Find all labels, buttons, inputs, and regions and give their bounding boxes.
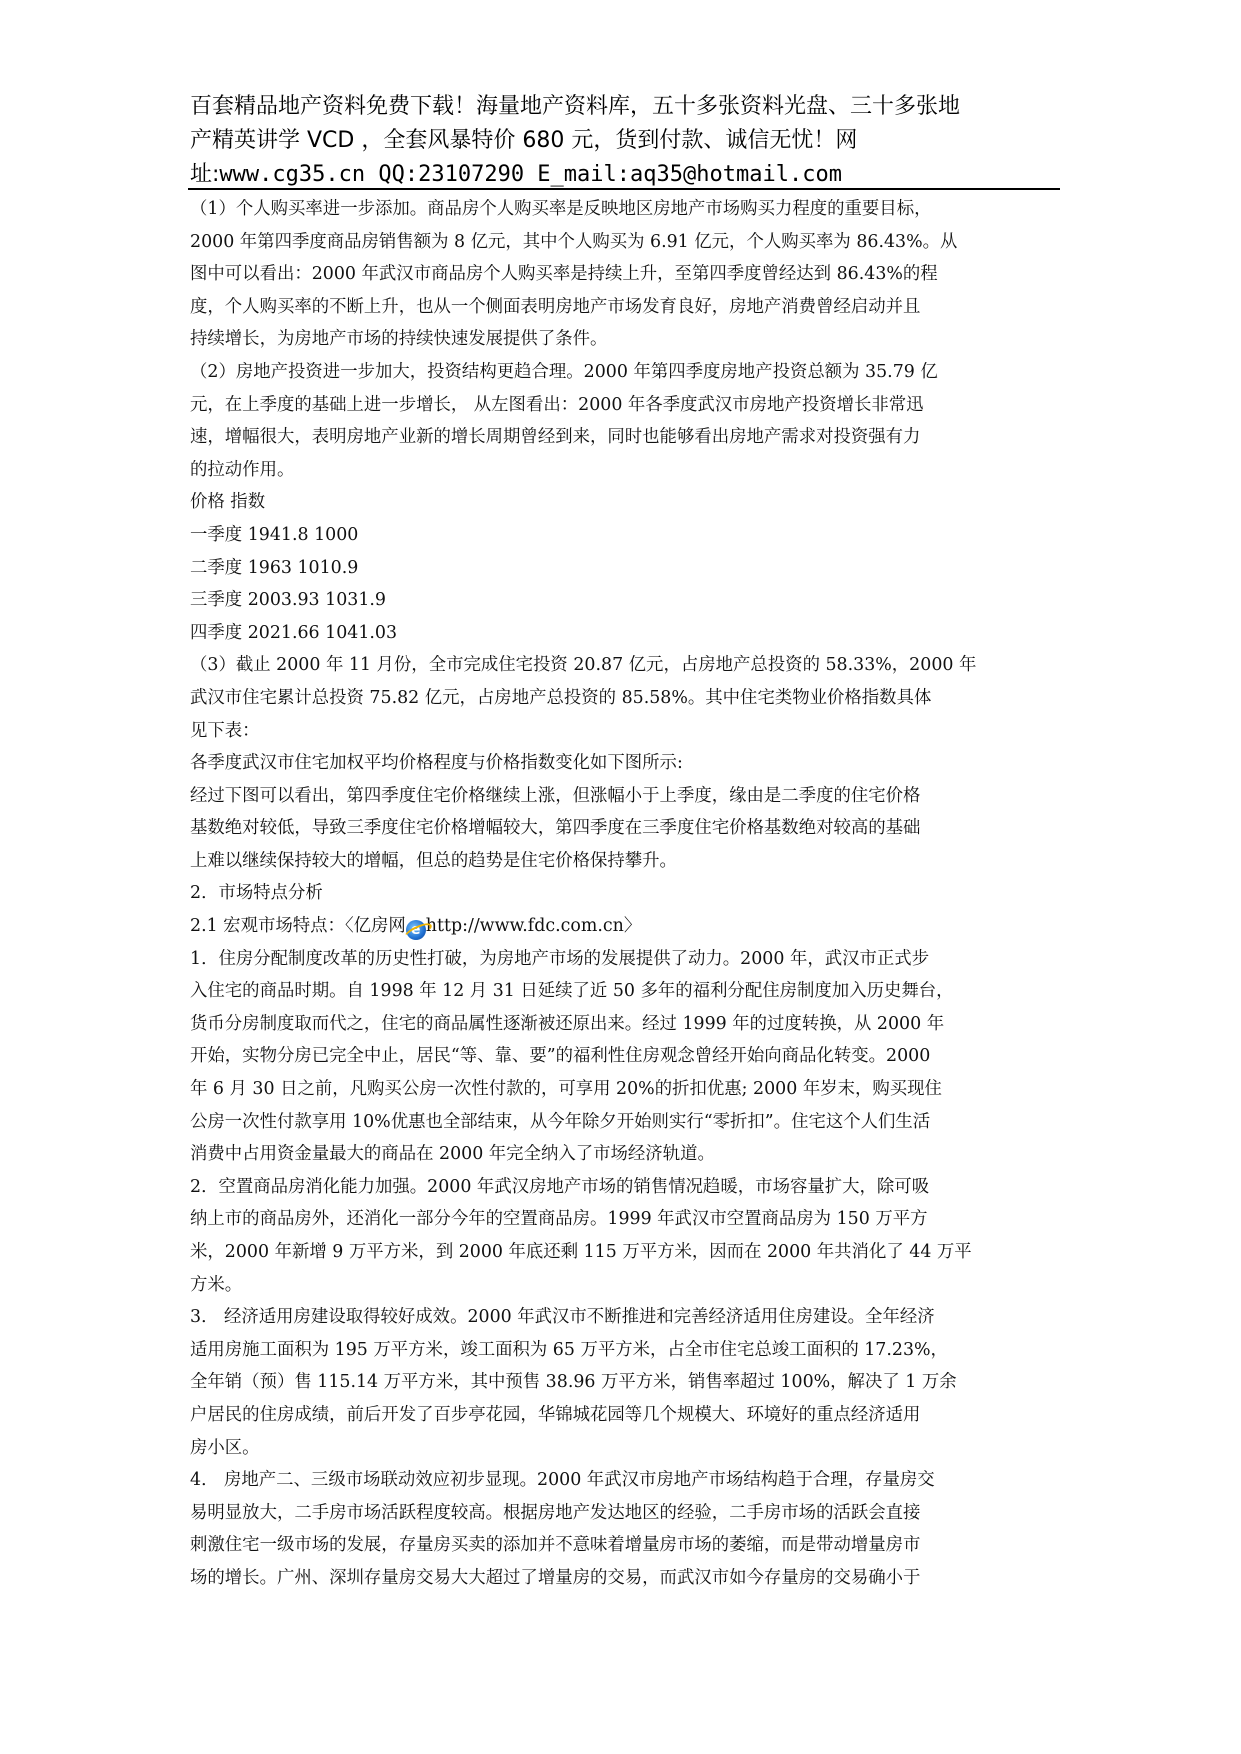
text-line: 图中可以看出：2000 年武汉市商品房个人购买率是持续上升，至第四季度曾经达到 86.43%的程 [190, 264, 938, 285]
text-line: 全年销（预）售 115.14 万平方米，其中预售 38.96 万平方米，销售率超过 100%，解决了 1 万余 [190, 1372, 957, 1393]
page-header [190, 90, 1060, 192]
body-lines-part-2 [190, 943, 1060, 1595]
text-line: 年 6 月 30 日之前，凡购买公房一次性付款的，可享用 20%的折扣优惠; 2000 年岁末，购买现住 [190, 1079, 942, 1100]
header-line-2: 产精英讲学 VCD ，全套风暴特价 680 元，货到付款、诚信无忧！网 [190, 128, 858, 153]
text-line: 消费中占用资金量最大的商品在 2000 年完全纳入了市场经济轨道。 [190, 1144, 715, 1165]
source-suffix: 〉 [623, 916, 642, 937]
text-line: 易明显放大，二手房市场活跃程度较高。根据房地产发达地区的经验，二手房市场的活跃会直接 [190, 1502, 921, 1523]
text-line: 户居民的住房成绩，前后开发了百步亭花园，华锦城花园等几个规模大、环境好的重点经济适用 [190, 1404, 921, 1425]
text-line: 开始，实物分房已完全中止，居民“等、靠、要”的福利性住房观念曾经开始向商品化转变。2000 [190, 1046, 931, 1067]
text-line: 度，个人购买率的不断上升，也从一个侧面表明房地产市场发育良好，房地产消费曾经启动并且 [190, 296, 921, 317]
text-line: 速，增幅很大，表明房地产业新的增长周期曾经到来，同时也能够看出房地产需求对投资强有力 [190, 427, 921, 448]
text-line: 房小区。 [190, 1437, 260, 1458]
text-line: 货币分房制度取而代之，住宅的商品属性逐渐被还原出来。经过 1999 年的过度转换，从 2000 年 [190, 1013, 945, 1034]
header-url-prefix: 址: [190, 162, 220, 187]
text-line: 元，在上季度的基础上进一步增长， 从左图看出：2000 年各季度武汉市房地产投资增长非常迅 [190, 394, 924, 415]
price-index-header: 价格 指数 [190, 492, 266, 513]
document-body [190, 193, 1060, 1595]
text-line: （3）截止 2000 年 11 月份，全市完成住宅投资 20.87 亿元，占房地产总投资的 58.33%，2000 年 [190, 655, 977, 676]
source-prefix: 2.1 宏观市场特点：〈亿房网 [190, 916, 406, 937]
text-line: （1）个人购买率进一步添加。商品房个人购买率是反映地区房地产市场购买力程度的重要目标， [190, 199, 932, 219]
text-line: 持续增长，为房地产市场的持续快速发展提供了条件。 [190, 329, 608, 350]
text-line: （2）房地产投资进一步加大，投资结构更趋合理。2000 年第四季度房地产投资总额为 35.79 亿 [190, 361, 938, 382]
header-line-3 [190, 158, 1060, 192]
price-index-row: 三季度 2003.93 1031.9 [190, 590, 386, 611]
header-line-1: 百套精品地产资料免费下载！海量地产资料库，五十多张资料光盘、三十多张地 [190, 94, 961, 119]
header-divider [188, 188, 1060, 190]
source-line [190, 910, 1060, 943]
text-line: 3． 经济适用房建设取得较好成效。2000 年武汉市不断推进和完善经济适用住房建设。全年经济 [190, 1307, 935, 1328]
source-url-link[interactable]: http://www.fdc.com.cn [425, 916, 624, 937]
price-index-row: 二季度 1963 1010.9 [190, 557, 359, 578]
section-heading: 2．市场特点分析 [190, 883, 323, 904]
text-line: 4． 房地产二、三级市场联动效应初步显现。2000 年武汉市房地产市场结构趋于合理，存量房交 [190, 1470, 935, 1491]
text-line: 适用房施工面积为 195 万平方米，竣工面积为 65 万平方米，占全市住宅总竣工面积的 17.23%， [190, 1339, 948, 1360]
text-line: 公房一次性付款享用 10%优惠也全部结束，从今年除夕开始则实行“零折扣”。住宅这个人们生活 [190, 1111, 931, 1132]
text-line: 见下表： [190, 720, 260, 741]
text-line: 各季度武汉市住宅加权平均价格程度与价格指数变化如下图所示: [190, 753, 683, 774]
body-lines-part-1 [190, 193, 1060, 910]
text-line: 2000 年第四季度商品房销售额为 8 亿元，其中个人购买为 6.91 亿元，个人购买率为 86.43%。从 [190, 231, 958, 252]
text-line: 的拉动作用。 [190, 459, 295, 480]
text-line: 刺激住宅一级市场的发展，存量房买卖的添加并不意味着增量房市场的萎缩，而是带动增量房市 [190, 1535, 921, 1556]
text-line: 武汉市住宅累计总投资 75.82 亿元，占房地产总投资的 85.58%。其中住宅类物业价格指数具体 [190, 687, 932, 708]
text-line: 上难以继续保持较大的增幅，但总的趋势是住宅价格保持攀升。 [190, 850, 677, 871]
ie-browser-icon: e [406, 920, 426, 940]
text-line: 场的增长。广州、深圳存量房交易大大超过了增量房的交易，而武汉市如今存量房的交易确小于 [190, 1567, 921, 1588]
text-line: 基数绝对较低，导致三季度住宅价格增幅较大，第四季度在三季度住宅价格基数绝对较高的基础 [190, 818, 921, 839]
text-line: 1．住房分配制度改革的历史性打破，为房地产市场的发展提供了动力。2000 年，武汉市正式步 [190, 948, 930, 969]
text-line: 纳上市的商品房外，还消化一部分今年的空置商品房。1999 年武汉市空置商品房为 150 万平方 [190, 1209, 928, 1230]
text-line: 2．空置商品房消化能力加强。2000 年武汉房地产市场的销售情况趋暖，市场容量扩大，除可吸 [190, 1176, 930, 1197]
text-line: 入住宅的商品时期。自 1998 年 12 月 31 日延续了近 50 多年的福利分配住房制度加入历史舞台， [190, 981, 954, 1002]
price-index-row: 四季度 2021.66 1041.03 [190, 622, 398, 643]
text-line: 方米。 [190, 1274, 243, 1295]
price-index-row: 一季度 1941.8 1000 [190, 524, 359, 545]
header-contact: www.cg35.cn QQ:23107290 E_mail:aq35@hotmail.com [219, 162, 842, 187]
text-line: 米，2000 年新增 9 万平方米，到 2000 年底还剩 115 万平方米，因而在 2000 年共消化了 44 万平 [190, 1242, 972, 1262]
text-line: 经过下图可以看出，第四季度住宅价格继续上涨，但涨幅小于上季度，缘由是二季度的住宅价格 [190, 785, 921, 806]
